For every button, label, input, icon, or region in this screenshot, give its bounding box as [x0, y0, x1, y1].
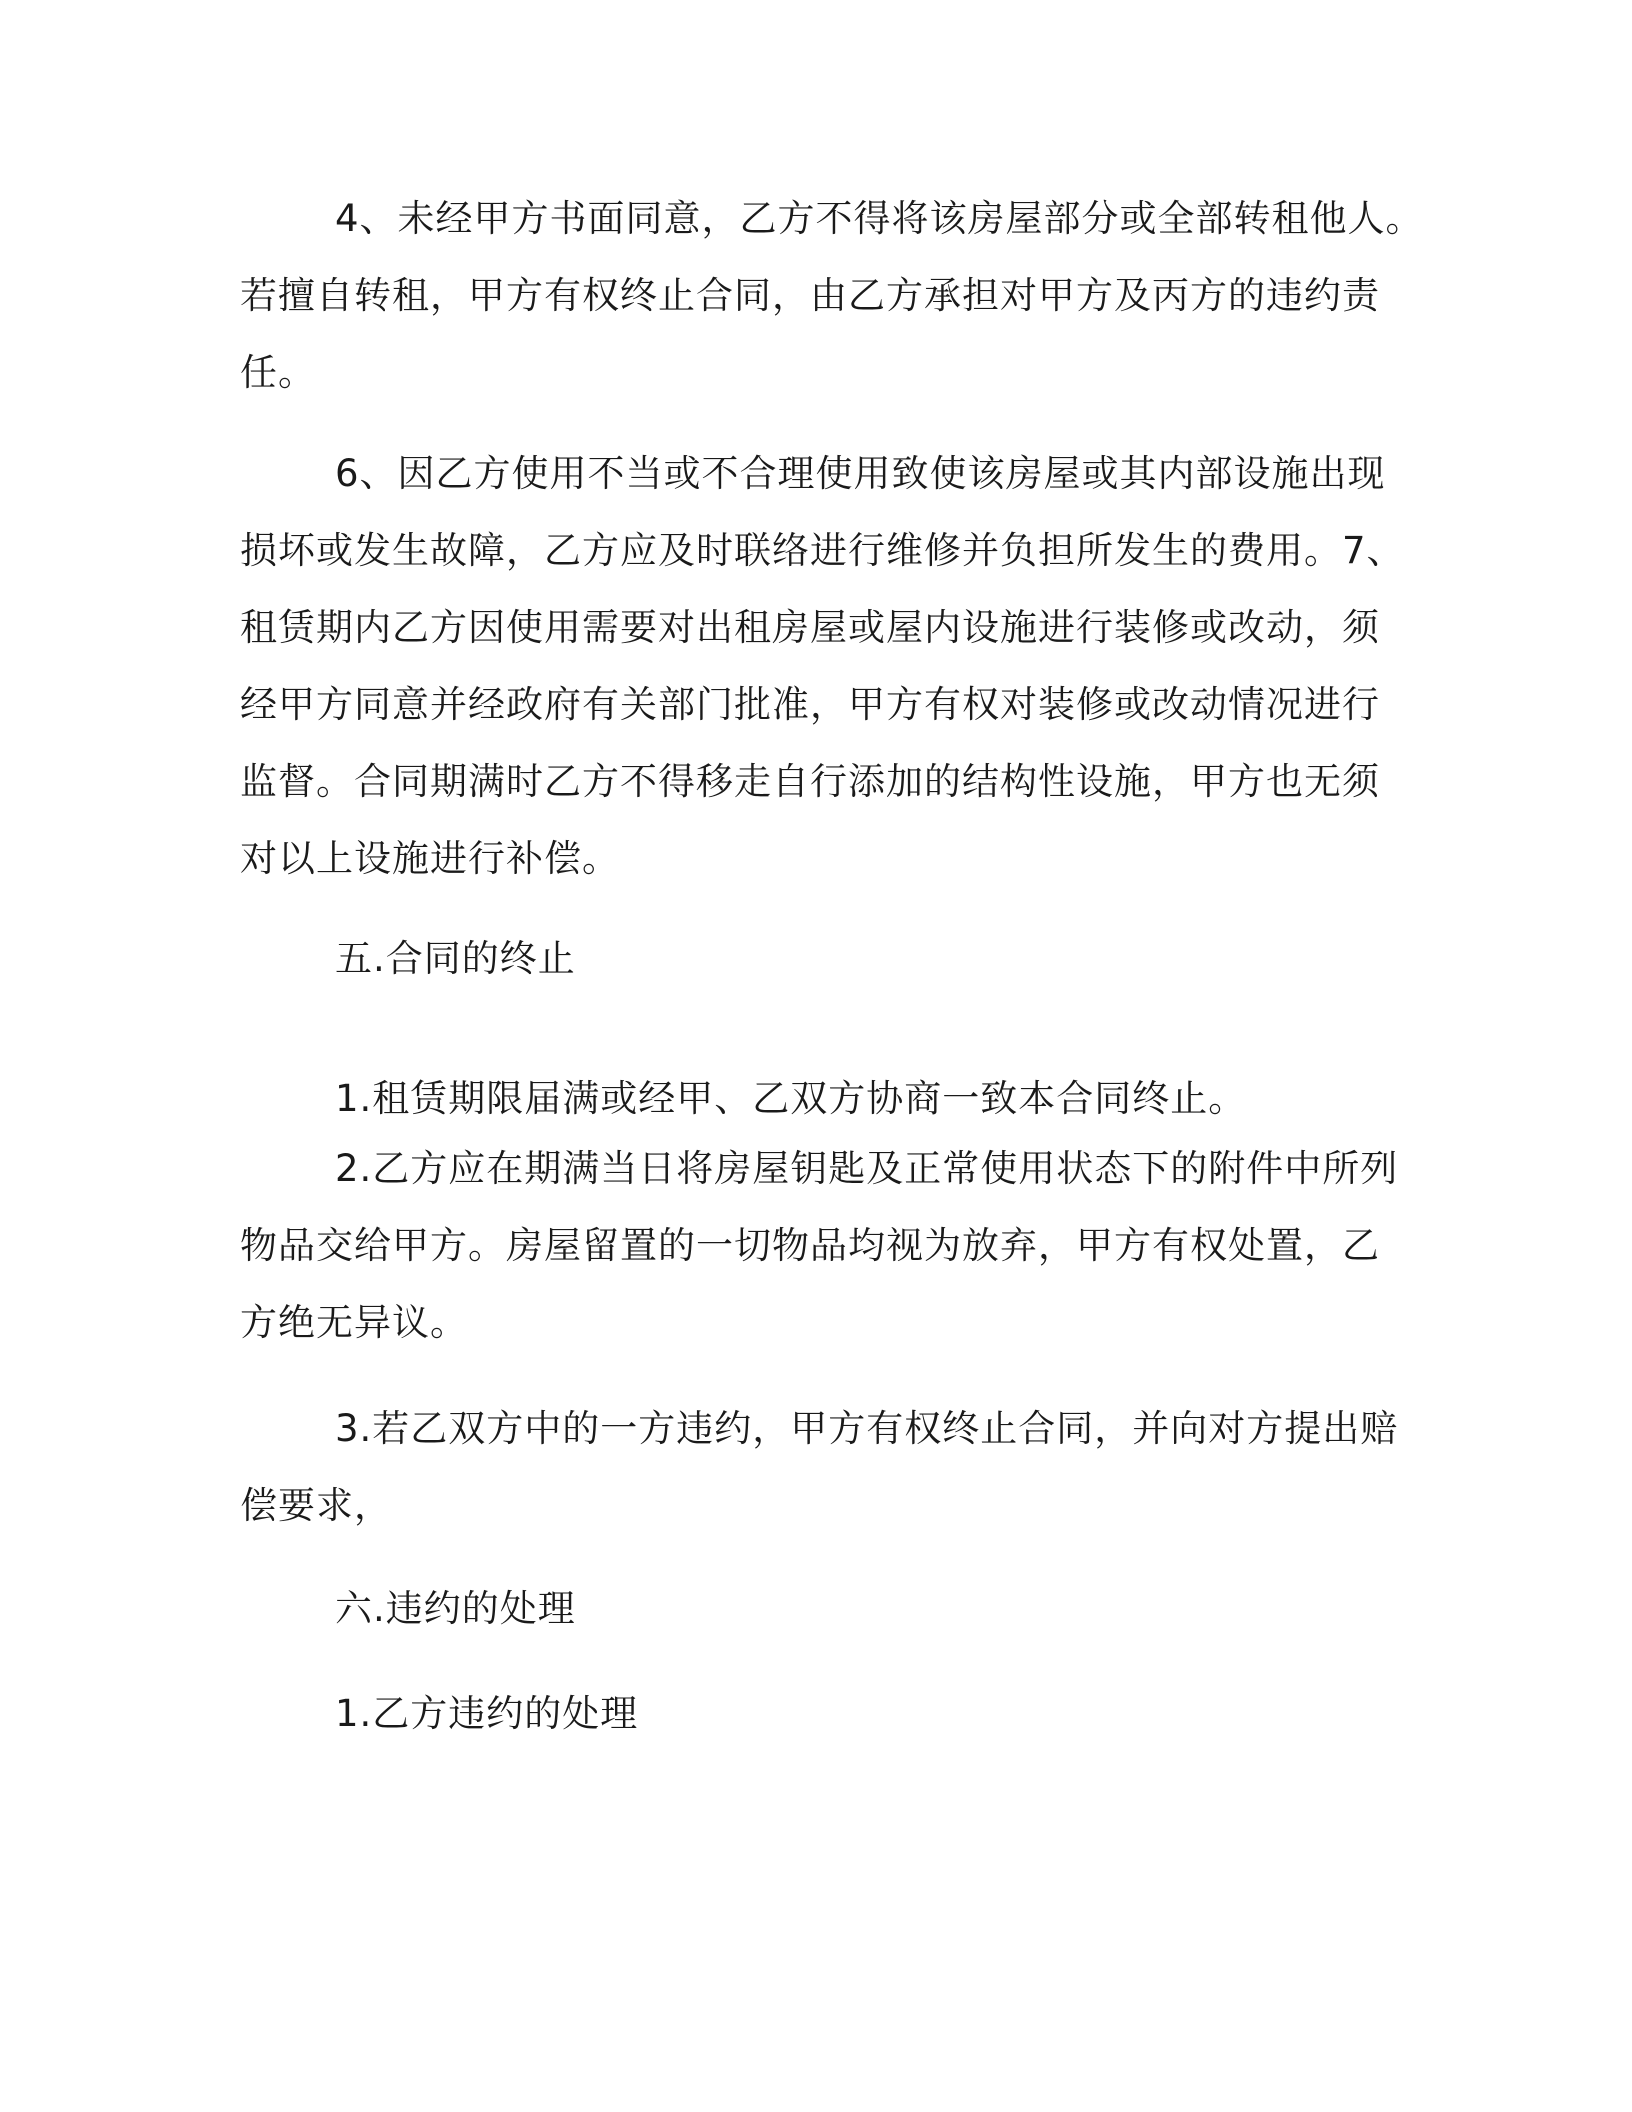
paragraph-line: 任。: [240, 351, 316, 394]
paragraph-key-return: [240, 1130, 1399, 1361]
paragraph-breach-termination: [240, 1390, 1399, 1544]
paragraph-line: 偿要求，: [240, 1484, 392, 1527]
paragraph-line: 3.若乙双方中的一方违约，甲方有权终止合同，并向对方提出赔: [335, 1407, 1399, 1450]
subheading-tenant-breach: [240, 1675, 1380, 1752]
paragraph-line: 物品交给甲方。房屋留置的一切物品均视为放弃，甲方有权处置，乙: [240, 1224, 1380, 1267]
section-heading-breach-handling: [240, 1570, 1380, 1647]
paragraph-line: 方绝无异议。: [240, 1301, 468, 1344]
paragraph-line: 6、因乙方使用不当或不合理使用致使该房屋或其内部设施出现: [335, 452, 1386, 495]
paragraph-sublease-clause: [240, 180, 1424, 411]
paragraph-line: 经甲方同意并经政府有关部门批准，甲方有权对装修或改动情况进行: [240, 683, 1380, 726]
section-heading: 五.合同的终止: [335, 937, 576, 980]
paragraph-line: 对以上设施进行补偿。: [240, 837, 620, 880]
paragraph-line: 1.租赁期限届满或经甲、乙双方协商一致本合同终止。: [335, 1077, 1247, 1120]
paragraph-line: 4、未经甲方书面同意，乙方不得将该房屋部分或全部转租他人。: [335, 197, 1424, 240]
paragraph-line: 租赁期内乙方因使用需要对出租房屋或屋内设施进行装修或改动，须: [240, 606, 1380, 649]
paragraph-line: 监督。合同期满时乙方不得移走自行添加的结构性设施，甲方也无须: [240, 760, 1380, 803]
subheading: 1.乙方违约的处理: [335, 1692, 639, 1735]
paragraph-line: 2.乙方应在期满当日将房屋钥匙及正常使用状态下的附件中所列: [335, 1147, 1399, 1190]
section-heading: 六.违约的处理: [335, 1587, 576, 1630]
paragraph-term-expiry: [240, 1060, 1380, 1137]
section-heading-termination: [240, 920, 1380, 997]
paragraph-line: 损坏或发生故障，乙方应及时联络进行维修并负担所发生的费用。7、: [240, 529, 1405, 572]
paragraph-damage-repair-clause: [240, 435, 1405, 897]
paragraph-line: 若擅自转租，甲方有权终止合同，由乙方承担对甲方及丙方的违约责: [240, 274, 1380, 317]
